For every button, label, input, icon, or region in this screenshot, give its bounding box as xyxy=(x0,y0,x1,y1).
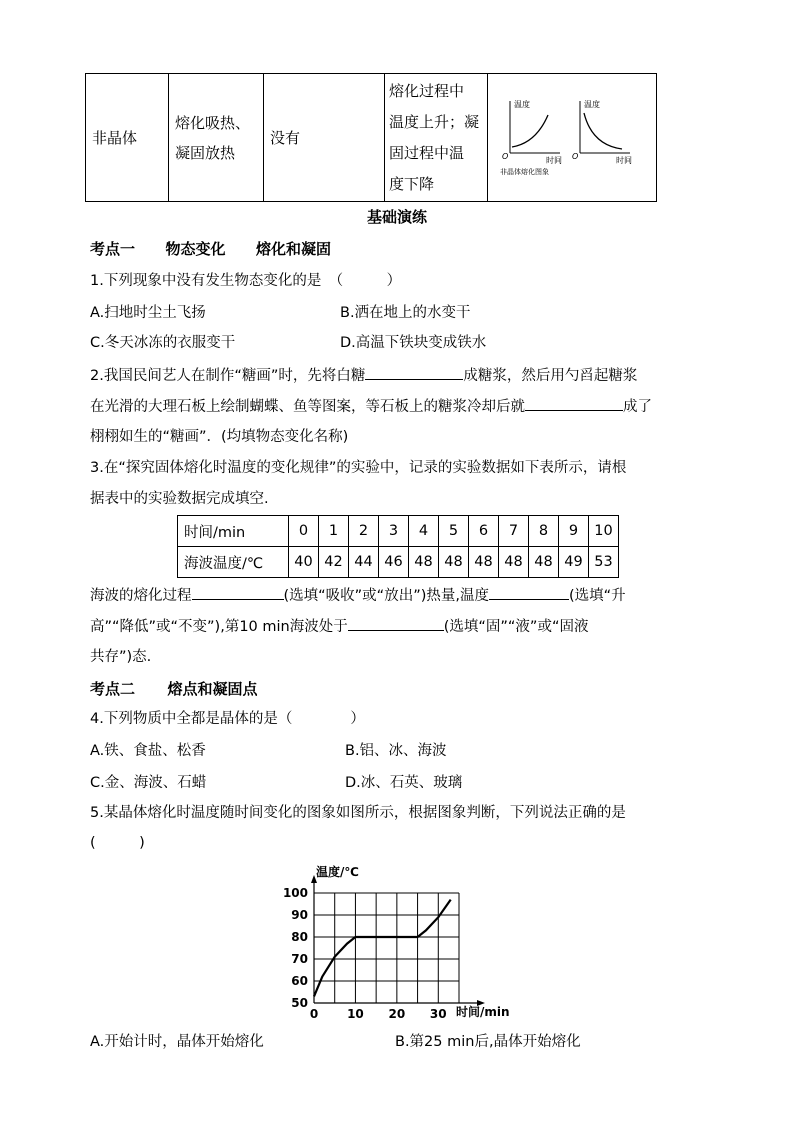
cell-heat-line1: 熔化吸热、 xyxy=(175,113,251,132)
q3-temp-cell: 40 xyxy=(289,547,319,578)
cell-temp-line1: 熔化过程中 xyxy=(389,81,465,100)
graph2-curve xyxy=(584,113,622,149)
q3-time-cell: 9 xyxy=(559,516,589,547)
graph2-xlabel: 时间 xyxy=(616,155,632,165)
q1-option-d: D.高温下铁块变成铁水 xyxy=(340,335,487,351)
q3-fill-d: 高”“降低”或“不变”),第10 min海波处于 xyxy=(90,619,348,635)
q3-temp-cell: 42 xyxy=(319,547,349,578)
q3-time-cell: 6 xyxy=(469,516,499,547)
q4-stem: 4.下列物质中全都是晶体的是（ ） xyxy=(90,711,365,727)
graph2-origin: O xyxy=(572,151,579,161)
q3-time-row xyxy=(178,516,619,547)
cell-temp-line3: 固过程中温 xyxy=(389,143,465,162)
graph2-ylabel: 温度 xyxy=(584,99,600,109)
cell-heat-line2: 凝固放热 xyxy=(175,143,236,162)
q2-part3: 在光滑的大理石板上绘制蝴蝶、鱼等图案，等石板上的糖浆冷却后就 xyxy=(90,399,525,415)
q3-blank2[interactable] xyxy=(489,585,569,600)
kaodian1-label: 考点一 xyxy=(90,240,136,258)
amorphous-graphs xyxy=(488,83,648,183)
q5-paren: ( ) xyxy=(90,835,145,851)
kaodian2-label: 考点二 xyxy=(90,680,136,698)
cell-type: 非晶体 xyxy=(86,74,169,202)
q3-fill-line3: 共存”)态. xyxy=(90,649,152,665)
cell-temperature-change xyxy=(385,74,488,202)
q4-option-b: B.铝、冰、海波 xyxy=(345,743,447,759)
q2-line3: 栩栩如生的“糖画”．(均填物态变化名称) xyxy=(90,429,349,445)
q3-temp-cell: 48 xyxy=(409,547,439,578)
q4-option-c: C.金、海波、石蜡 xyxy=(90,775,207,791)
chart-xtick-label: 20 xyxy=(388,1007,406,1021)
chart-ytick-label: 100 xyxy=(282,886,308,900)
q4-option-d: D.冰、石英、玻璃 xyxy=(345,775,463,791)
kaodian1-heading xyxy=(90,238,331,259)
chart-xlabel: 时间/min xyxy=(456,1005,510,1019)
q3-time-cell: 5 xyxy=(439,516,469,547)
q5-option-b: B.第25 min后,晶体开始熔化 xyxy=(395,1034,581,1050)
chart-ytick-label: 50 xyxy=(291,996,308,1010)
cell-heat xyxy=(169,74,264,202)
crystal-summary-table xyxy=(85,73,657,202)
q2-part4: 成了 xyxy=(623,399,652,415)
q3-temp-cell: 48 xyxy=(529,547,559,578)
q3-temp-label: 海波温度/℃ xyxy=(178,547,289,578)
chart-ytick-label: 80 xyxy=(291,930,308,944)
chart-ytick-label: 90 xyxy=(291,908,308,922)
chart-ylabel: 温度/℃ xyxy=(316,865,359,879)
q2-line1 xyxy=(90,365,637,386)
q5-chart xyxy=(270,860,530,1025)
chart-xtick-label: 0 xyxy=(309,1007,319,1021)
q3-time-cell: 3 xyxy=(379,516,409,547)
q3-temp-cell: 46 xyxy=(379,547,409,578)
q3-time-cell: 8 xyxy=(529,516,559,547)
q3-temp-cell: 48 xyxy=(469,547,499,578)
q3-fill-a: 海波的熔化过程 xyxy=(90,588,192,604)
q2-part1: 2.我国民间艺人在制作“糖画”时，先将白糖 xyxy=(90,368,366,384)
section-title: 基础演练 xyxy=(366,208,427,226)
q2-blank2[interactable] xyxy=(525,396,623,411)
q3-time-cell: 4 xyxy=(409,516,439,547)
graph1-curve xyxy=(512,115,548,147)
cell-melting-point: 没有 xyxy=(264,74,385,202)
kaodian2-heading xyxy=(90,678,258,699)
q3-temp-row xyxy=(178,547,619,578)
kaodian2-topic: 熔点和凝固点 xyxy=(167,680,258,698)
q3-time-cell: 1 xyxy=(319,516,349,547)
q5-stem: 5.某晶体熔化时温度随时间变化的图象如图所示，根据图象判断，下列说法正确的是 xyxy=(90,805,626,821)
graph1-ylabel: 温度 xyxy=(514,99,530,109)
q1-stem: 1.下列现象中没有发生物态变化的是 （ ） xyxy=(90,273,402,289)
chart-ytick-label: 70 xyxy=(291,952,308,966)
q2-blank1[interactable] xyxy=(365,365,463,380)
q3-fill-line1 xyxy=(90,585,626,606)
cell-temp-line2: 温度上升；凝 xyxy=(389,112,480,131)
q3-temp-cell: 48 xyxy=(439,547,469,578)
q4-option-a: A.铁、食盐、松香 xyxy=(90,743,206,759)
q5-option-a: A.开始计时，晶体开始熔化 xyxy=(90,1034,264,1050)
q3-blank3[interactable] xyxy=(348,616,444,631)
q1-option-c: C.冬天冰冻的衣服变干 xyxy=(90,335,236,351)
q3-time-cell: 2 xyxy=(349,516,379,547)
chart-ytick-label: 60 xyxy=(291,974,308,988)
kaodian1-topic2: 熔化和凝固 xyxy=(255,240,331,258)
q3-fill-c: (选填“升 xyxy=(568,588,626,604)
graph1-origin: O xyxy=(502,151,509,161)
chart-grid xyxy=(314,893,459,1003)
kaodian1-topic1: 物态变化 xyxy=(165,240,226,258)
chart-ticks xyxy=(283,886,447,1021)
q3-time-label: 时间/min xyxy=(178,516,289,547)
q3-fill-line2 xyxy=(90,616,588,637)
q3-time-cell: 0 xyxy=(289,516,319,547)
q2-part2: 成糖浆，然后用勺舀起糖浆 xyxy=(463,368,638,384)
q3-line2: 据表中的实验数据完成填空. xyxy=(90,491,269,507)
q3-line1: 3.在“探究固体熔化时温度的变化规律”的实验中，记录的实验数据如下表所示，请根 xyxy=(90,460,627,476)
q3-temp-cell: 48 xyxy=(499,547,529,578)
q3-data-table xyxy=(177,515,619,578)
q3-time-cell: 7 xyxy=(499,516,529,547)
q3-temp-cell: 49 xyxy=(559,547,589,578)
cell-graphs xyxy=(488,74,657,202)
q1-option-a: A.扫地时尘土飞扬 xyxy=(90,305,206,321)
q3-time-cell: 10 xyxy=(589,516,619,547)
q3-fill-e: (选填“固”“液”或“固液 xyxy=(443,619,589,635)
graph1-caption: 非晶体熔化图象 xyxy=(500,167,549,176)
graph1-xlabel: 时间 xyxy=(546,155,562,165)
cell-temp-line4: 度下降 xyxy=(389,174,435,193)
q3-fill-b: (选填“吸收”或“放出”)热量,温度 xyxy=(283,588,489,604)
chart-xtick-label: 10 xyxy=(347,1007,364,1021)
q3-temp-cell: 44 xyxy=(349,547,379,578)
q1-option-b: B.洒在地上的水变干 xyxy=(340,305,471,321)
q2-line2 xyxy=(90,396,652,417)
q3-temp-cell: 53 xyxy=(589,547,619,578)
amorphous-row xyxy=(86,74,657,202)
chart-xtick-label: 30 xyxy=(429,1007,447,1021)
q3-blank1[interactable] xyxy=(192,585,284,600)
